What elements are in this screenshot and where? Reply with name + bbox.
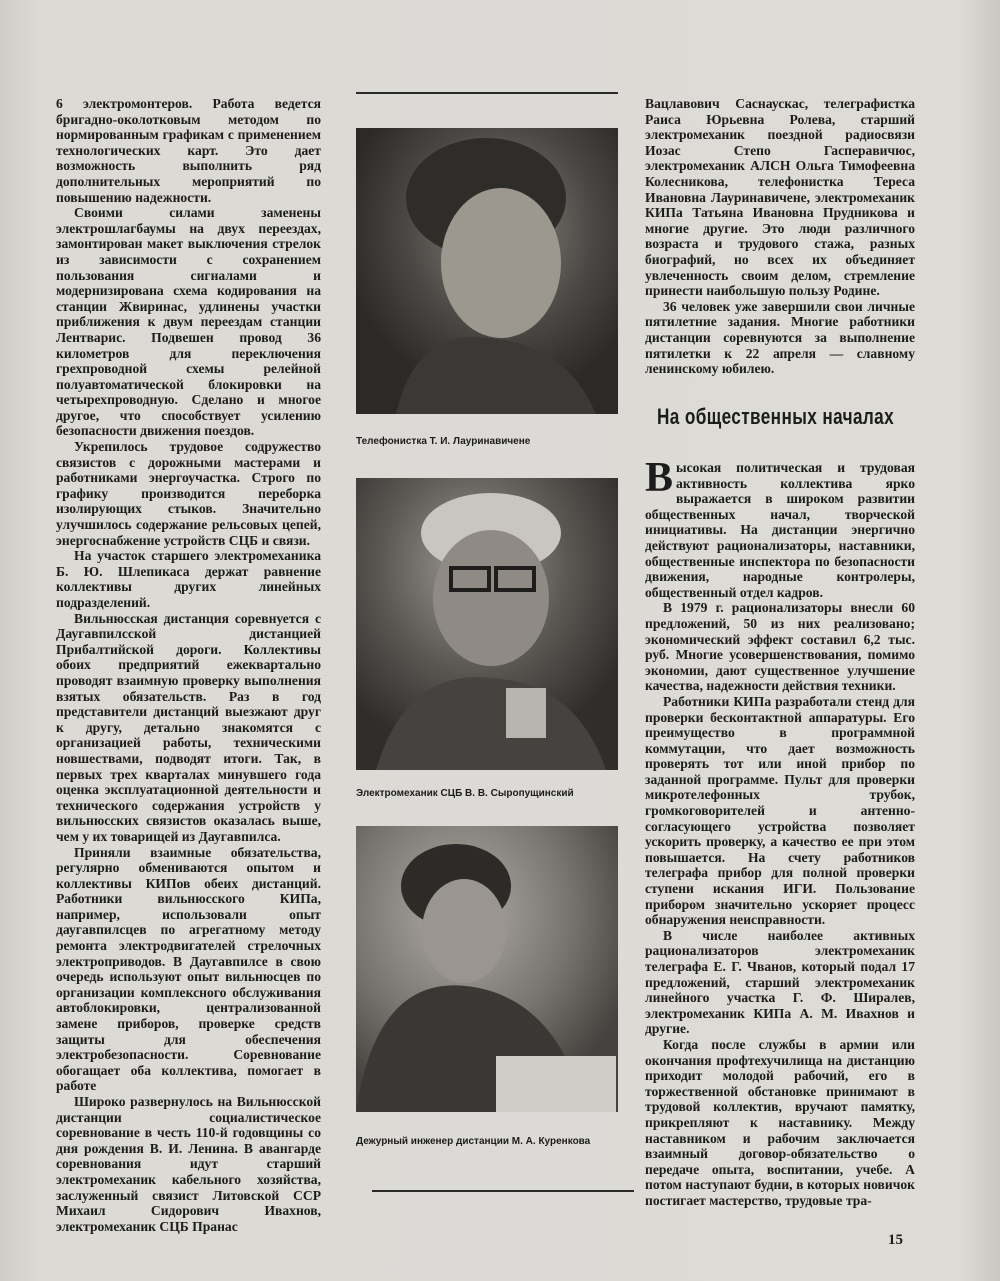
page-number: 15 xyxy=(888,1232,903,1248)
top-rule xyxy=(356,92,618,94)
photo-electromechanic xyxy=(356,478,618,770)
bottom-rule xyxy=(372,1190,634,1192)
photo-caption: Телефонистка Т. И. Лауринавичене xyxy=(356,436,531,447)
paragraph: На участок старшего электромеханика Б. Ю. Шлепикаса держат равнение коллективы других линейных подразделений. xyxy=(56,548,321,610)
paragraph-text: ысокая политическая и трудовая активность коллектива ярко выражается в широком развитии общественных начал, творческой инициативы. На дистанции энергично действуют рационализаторы, наставники, общественные инспектора по безопасности движения, народные контролеры, общественный отдел кадров. xyxy=(645,460,915,600)
photo-caption: Дежурный инженер дистанции М. А. Куренкова xyxy=(356,1136,591,1147)
dropcap: В xyxy=(645,455,674,501)
article-column-right-top xyxy=(645,96,915,377)
paragraph: 36 человек уже завершили свои личные пятилетние задания. Многие работники дистанции соревнуются за выполнение пятилетки к 22 апреля — славному ленинскому юбилею. xyxy=(645,298,915,377)
article-column-right-bottom xyxy=(645,455,915,1209)
paragraph: Вацлавович Саснаускас, телеграфистка Раиса Юрьевна Ролева, старший электромеханик поездной радиосвязи Иозас Степо Гасперавичюс, электромеханик АЛСН Ольга Тимофеевна Колесникова, телефонистка Тереса Ивановна Лауринавичене, электромеханик КИПа Татьяна Ивановна Прудникова и многие другие. Это люди различного возраста и трудового стажа, разных биографий, но всех их объединяет увлеченность своим делом, стремление принести наибольшую пользу Родине. xyxy=(645,96,915,299)
section-heading: На общественных началах xyxy=(657,404,895,429)
article-column-left xyxy=(56,96,321,1234)
paragraph: 6 электромонтеров. Работа ведется бригадно-околотковым методом по нормированным графикам с применением технологических карт. Это дает возможность выполнить ряд дополнительных мероприятий по повышению надежности. xyxy=(56,96,321,205)
photo-duty-engineer xyxy=(356,826,618,1112)
paragraph: Вильнюсская дистанция соревнуется с Даугавпилсской дистанцией Прибалтийской дороги. Коллективы обоих предприятий ежеквартально проводят взаимную проверку выполнения взятых обязательств. Раз в год представители дистанций выезжают друг к другу, детально знакомятся с организацией работы, техническими новшествами, подводят итоги. Так, в первых трех кварталах минувшего года оценка эксплуатационной деятельности и технического содержания устройств у вильнюсских связистов оказалась выше, чем у их товарищей из Даугавпилса. xyxy=(56,610,321,844)
paragraph: Когда после службы в армии или окончания профтехучилища на дистанцию приходит молодой рабочий, его в торжественной обстановке принимают в трудовой коллектив, вручают памятку, прикрепляют к наставнику. Между наставником и рабочим заключается взаимный договор-обязательство о передаче опыта, воспитании, учебе. А потом наступают будни, в которых новичок постигает мастерство, трудовые тра- xyxy=(645,1036,915,1208)
portrait-image xyxy=(356,128,618,414)
paragraph: В 1979 г. рационализаторы внесли 60 предложений, 50 из них реализовано; экономический эффект составил 6,2 тыс. руб. Многие усовершенствования, помимо экономии, дают существенное улучшение качества, надежности действия техники. xyxy=(645,600,915,694)
paragraph: Работники КИПа разработали стенд для проверки бесконтактной аппаратуры. Его преимущество в программной коммутации, что дает возможность проверять тот или иной прибор по заданной программе. Пульт для проверки микротелефонных трубок, громкоговорителей и антенно-согласующего устройства позволяет ускорить проверку, а качество ее при этом повышается. На счету работников телеграфа прибор для полной проверки ступени искания ИГИ. Пользование прибором значительно ускоряет процесс обнаружения неисправности. xyxy=(645,693,915,928)
paragraph: Приняли взаимные обязательства, регулярно обмениваются опытом и коллективы КИПов обеих дистанций. Работники вильнюсского КИПа, например, использовали опыт даугавпилсцев по агрегатному методу ремонта электродвигателей стрелочных электроприводов. В Даугавпилсе в свою очередь используют опыт вильнюсцев по организации комплексного обслуживания автоблокировки, централизованной замене приборов, проверке средств защиты для обеспечения электробезопасности. Соревнование обогащает оба коллектива, помогает в работе xyxy=(56,844,321,1094)
portrait-image xyxy=(356,478,618,770)
photo-caption: Электромеханик СЦБ В. В. Сыропущинский xyxy=(356,788,574,799)
paragraph-lead xyxy=(645,455,915,600)
paragraph: Укрепилось трудовое содружество связистов с дорожными мастерами и работниками энергоучастка. Строго по графику производится переборка изолирующих стыков. Значительно улучшилось содержание рельсовых цепей, энергоснабжение устройств СЦБ и связи. xyxy=(56,439,321,548)
paragraph: В числе наиболее активных рационализаторов электромеханик телеграфа Е. Г. Чванов, который подал 17 предложений, старший электромеханик линейного участка Г. Ф. Ширалев, электромеханик КИПа А. М. Ивахнов и другие. xyxy=(645,927,915,1037)
portrait-image xyxy=(356,826,618,1112)
paragraph: Широко развернулось на Вильнюсской дистанции социалистическое соревнование в честь 110-й годовщины со дня рождения В. И. Ленина. В авангарде соревнования идут старший электромеханик кабельного хозяйства, заслуженный связист Литовской ССР Михаил Сидорович Ивахнов, электромеханик СЦБ Пранас xyxy=(56,1094,321,1234)
photo-telephonist xyxy=(356,128,618,414)
paragraph: Своими силами заменены электрошлагбаумы на двух переездах, замонтирован макет выключения стрелок из зависимости с сохранением пользования сигналами и модернизирована схема кодирования на станции Жвиринас, удлинены участки приближения к двум переездам станции Лентварис. Подвешен провод 36 километров для переключения грехпроводной схемы релейной полуавтоматической блокировки на четырехпроводную. Сделано и многое другое, что способствует усилению безопасности движения поездов. xyxy=(56,205,321,439)
